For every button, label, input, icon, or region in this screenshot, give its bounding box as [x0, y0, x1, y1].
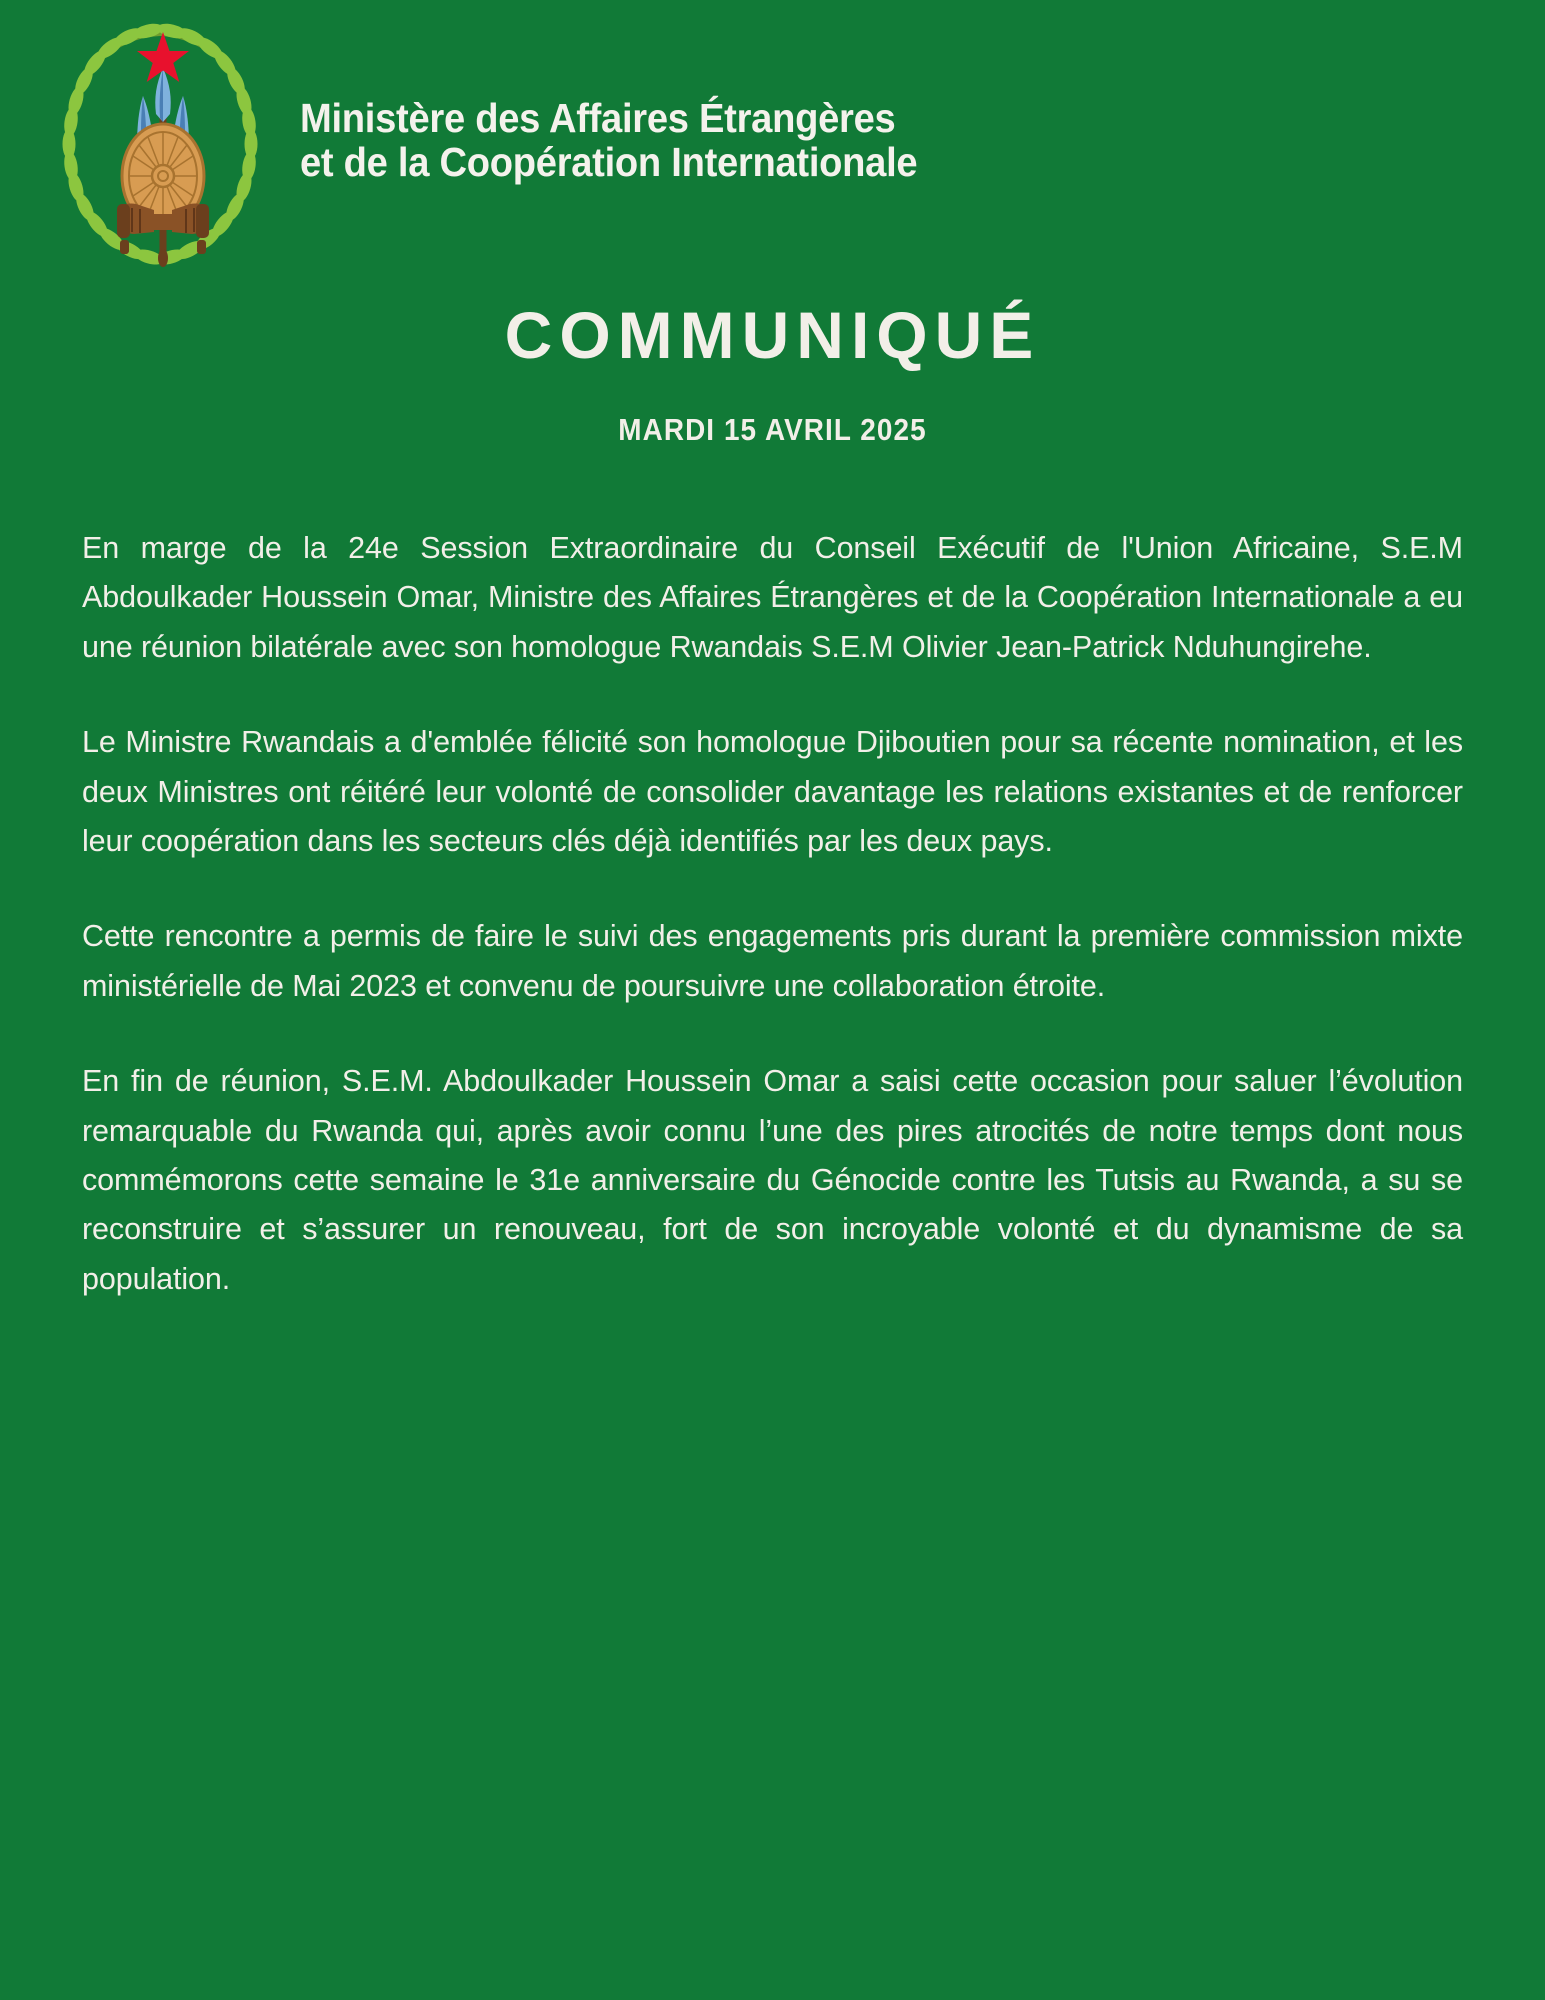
page-title: COMMUNIQUÉ: [504, 298, 1041, 372]
coat-of-arms-icon: [48, 18, 278, 268]
body-paragraph: En fin de réunion, S.E.M. Abdoulkader Houssein Omar a saisi cette occasion pour saluer l’évolution remarquable du Rwanda qui, après avoir connu l’une des pires atrocités de notre temps dont nous commémorons cette semaine le 31e anniversaire du Génocide contre les Tutsis au Rwanda, a su se reconstruire et s’assurer un renouveau, fort de son incroyable volonté et du dynamisme de sa population.: [82, 1064, 1463, 1296]
title-block: [0, 298, 1545, 448]
body-paragraph: Le Ministre Rwandais a d'emblée félicité son homologue Djiboutien pour sa récente nomination, et les deux Ministres ont réitéré leur volonté de consolider davantage les relations existantes et de renforcer leur coopération dans les secteurs clés déjà identifiés par les deux pays.: [82, 725, 1463, 859]
ministry-title-line-1: Ministère des Affaires Étrangères: [300, 95, 896, 141]
body-paragraph: Cette rencontre a permis de faire le suivi des engagements pris durant la première commission mixte ministérielle de Mai 2023 et convenu de poursuivre une collaboration étroite.: [82, 919, 1463, 1003]
ministry-title-line-2: et de la Coopération Internationale: [300, 139, 918, 186]
ministry-title: [300, 96, 964, 185]
body-paragraph: En marge de la 24e Session Extraordinaire du Conseil Exécutif de l'Union Africaine, S.E.M Abdoulkader Houssein Omar, Ministre des Affaires Étrangères et de la Coopération Internationale a eu une réunion bilatérale avec son homologue Rwandais S.E.M Olivier Jean-Patrick Nduhungirehe.: [82, 531, 1463, 664]
document-header: [0, 0, 1545, 250]
document-date: MARDI 15 AVRIL 2025: [618, 412, 927, 447]
communique-body: [82, 524, 1463, 1304]
